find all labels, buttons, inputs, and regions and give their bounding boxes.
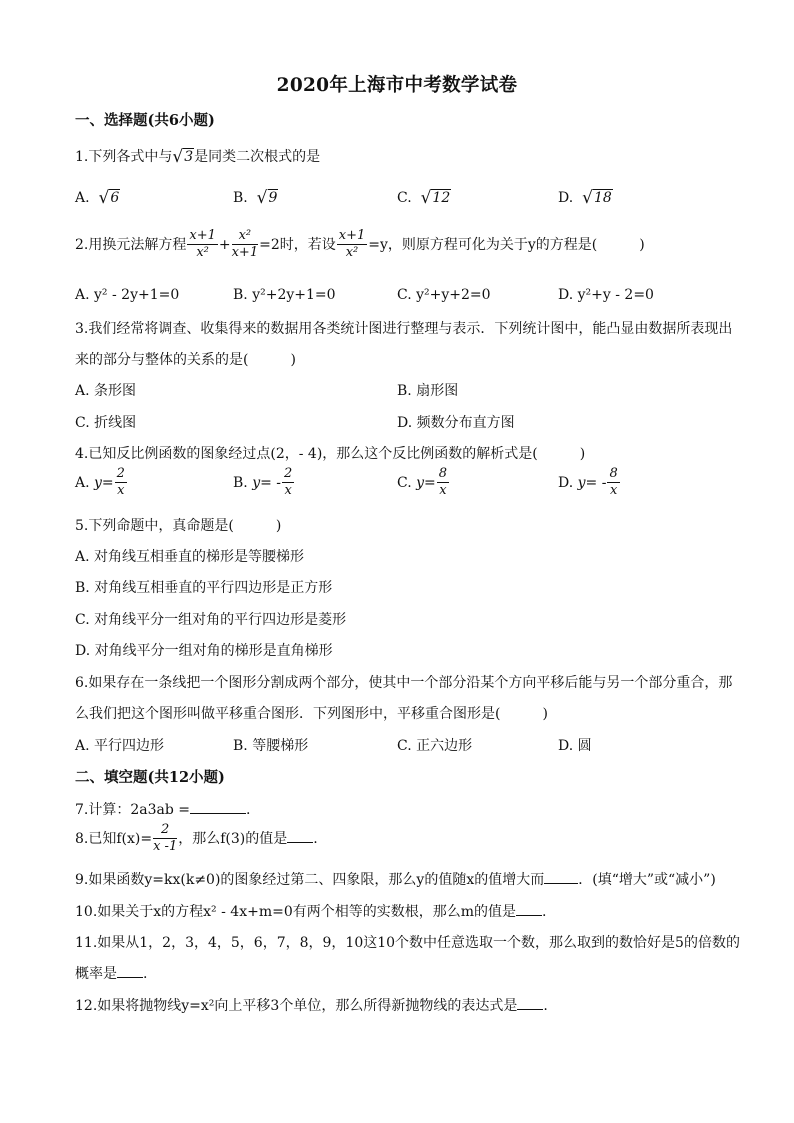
q6-option-b[interactable]: B. 等腰梯形 bbox=[233, 738, 309, 754]
q4-option-c[interactable]: C. y= $\frac{8}{x}$ bbox=[397, 466, 448, 499]
q4-option-b[interactable]: B. y= - $\frac{2}{x}$ bbox=[233, 466, 293, 499]
question-9: 9.如果函数y=kx(k≠0)的图象经过第二、四象限，那么y的值随x的值增大而 ．(填“增大”或“减小”) bbox=[75, 872, 716, 888]
q4-option-d[interactable]: D. y= - $\frac{8}{x}$ bbox=[558, 466, 618, 499]
q6-option-d[interactable]: D. 圆 bbox=[558, 738, 592, 754]
fraction: $\frac{x+1}{\text{x²}}$ bbox=[189, 228, 216, 261]
question-10: 10.如果关于x的方程x² - 4x+m=0有两个相等的实数根，那么m的值是 . bbox=[75, 904, 547, 920]
q5-option-b[interactable]: B. 对角线互相垂直的平行四边形是正方形 bbox=[75, 580, 333, 596]
question-7: 7.计算：2a3ab = . bbox=[75, 802, 251, 818]
q6-option-a[interactable]: A. 平行四边形 bbox=[75, 738, 165, 754]
q1-option-d[interactable]: D. √18 bbox=[558, 188, 612, 208]
q5-option-d[interactable]: D. 对角线平分一组对角的梯形是直角梯形 bbox=[75, 643, 333, 659]
question-6-line-1: 6.如果存在一条线把一个图形分割成两个部分，使其中一个部分沿某个方向平移后能与另一个部分重合，那 bbox=[75, 675, 733, 691]
q1-option-b[interactable]: B. √9 bbox=[233, 188, 278, 208]
question-11-line-2: 概率是 . bbox=[75, 966, 148, 982]
q3-option-a[interactable]: A. 条形图 bbox=[75, 383, 137, 399]
question-5: 5.下列命题中，真命题是( ) bbox=[75, 518, 282, 534]
section-fill-heading: 二、填空题(共12小题) bbox=[75, 769, 225, 786]
q2-option-a[interactable]: A. y² - 2y+1=0 bbox=[75, 287, 180, 303]
fraction: $\frac{\text{x²}}{x+1}$ bbox=[231, 228, 259, 261]
question-11-line-1: 11.如果从1，2，3，4，5，6，7，8，9，10这10个数中任意选取一个数，那么取到的数恰好是5的倍数的 bbox=[75, 935, 740, 951]
page-title: 2020年上海市中考数学试卷 bbox=[276, 75, 518, 96]
answer-blank[interactable] bbox=[516, 903, 542, 916]
q6-option-c[interactable]: C. 正六边形 bbox=[397, 738, 473, 754]
answer-blank[interactable] bbox=[117, 965, 143, 978]
question-3-line-1: 3.我们经常将调查、收集得来的数据用各类统计图进行整理与表示．下列统计图中，能凸显由数据所表现出 bbox=[75, 321, 733, 337]
question-3-line-2: 来的部分与整体的关系的是( ) bbox=[75, 352, 296, 368]
q5-option-a[interactable]: A. 对角线互相垂直的梯形是等腰梯形 bbox=[75, 549, 305, 565]
q2-option-b[interactable]: B. y²+2y+1=0 bbox=[233, 287, 336, 303]
answer-blank[interactable] bbox=[287, 830, 313, 843]
question-2: 2.用换元法解方程 $\frac{x+1}{\text{x²}}$ + $\frac{\text{x²}}{x+1}$ =2时，若设 $\frac{x+1}{\text{x²}}$ =y，则原方程可化为关于y的方程是( ) bbox=[75, 228, 645, 261]
q3-option-c[interactable]: C. 折线图 bbox=[75, 415, 137, 431]
question-6-line-2: 么我们把这个图形叫做平移重合图形．下列图形中，平移重合图形是( ) bbox=[75, 706, 548, 722]
question-1: 1.下列各式中与√3是同类二次根式的是 bbox=[75, 147, 321, 167]
q1-option-c[interactable]: C. √12 bbox=[397, 188, 451, 208]
section-choice-heading: 一、选择题(共6小题) bbox=[75, 112, 215, 129]
q4-option-a[interactable]: A. y= $\frac{2}{x}$ bbox=[75, 466, 125, 499]
q2-option-d[interactable]: D. y²+y - 2=0 bbox=[558, 287, 654, 303]
q3-option-d[interactable]: D. 频数分布直方图 bbox=[397, 415, 515, 431]
question-4: 4.已知反比例函数的图象经过点(2，- 4)，那么这个反比例函数的解析式是( ) bbox=[75, 446, 586, 462]
question-8: 8.已知f(x)= $\frac{2}{x -1}$ ，那么f(3)的值是 . bbox=[75, 822, 318, 855]
q3-option-b[interactable]: B. 扇形图 bbox=[397, 383, 459, 399]
answer-blank[interactable] bbox=[190, 801, 246, 814]
answer-blank[interactable] bbox=[544, 871, 578, 884]
q5-option-c[interactable]: C. 对角线平分一组对角的平行四边形是菱形 bbox=[75, 612, 347, 628]
fraction: $\frac{x+1}{\text{x²}}$ bbox=[338, 228, 366, 261]
answer-blank[interactable] bbox=[517, 997, 543, 1010]
sqrt-expression: √3 bbox=[172, 147, 194, 167]
q2-option-c[interactable]: C. y²+y+2=0 bbox=[397, 287, 491, 303]
q1-option-a[interactable]: A. √6 bbox=[75, 188, 120, 208]
question-12: 12.如果将抛物线y=x²向上平移3个单位，那么所得新抛物线的表达式是 . bbox=[75, 998, 548, 1014]
